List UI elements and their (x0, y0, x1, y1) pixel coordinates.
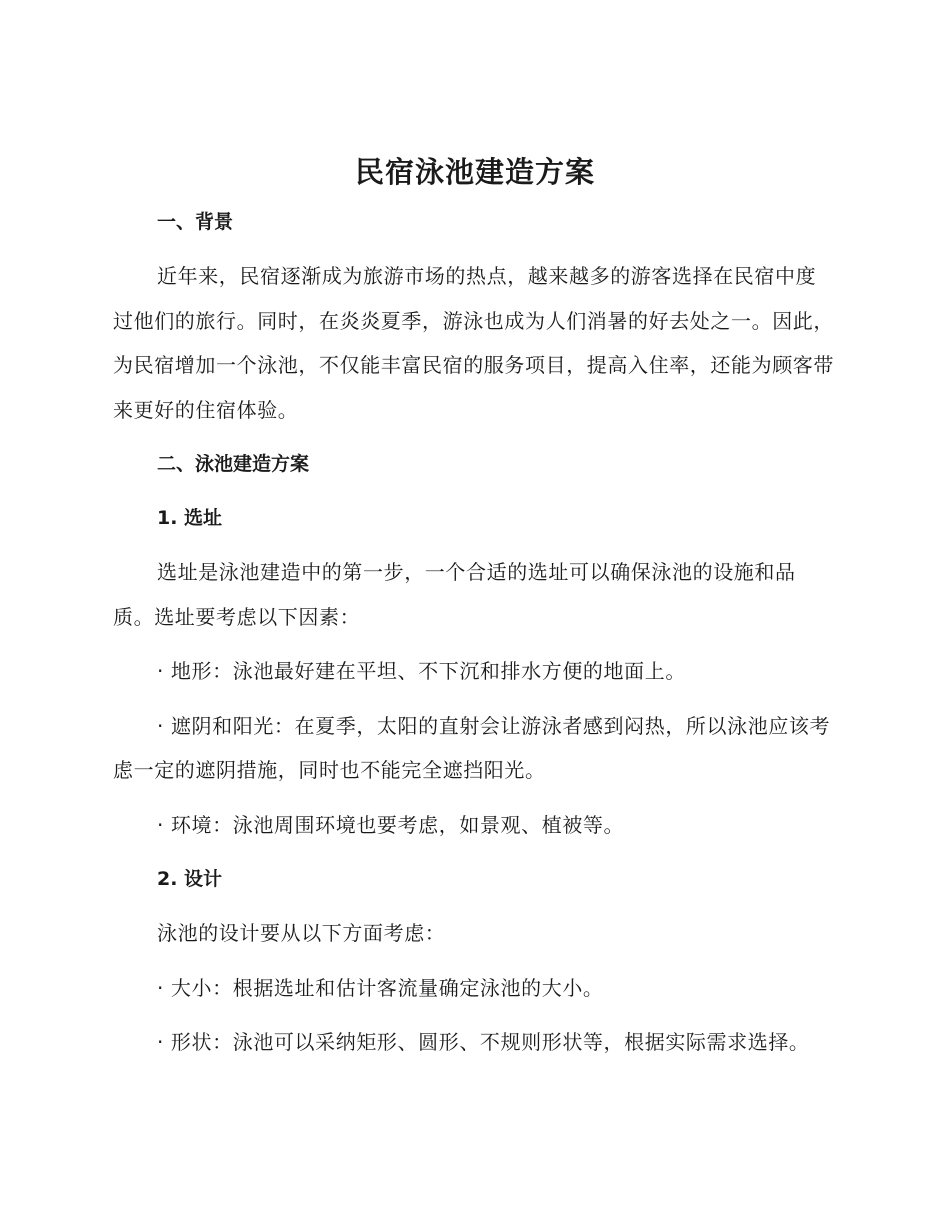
list-item-terrain: · 地形：泳池最好建在平坦、不下沉和排水方便的地面上。 (157, 659, 686, 683)
paragraph-design-intro: 泳池的设计要从以下方面考虑： (157, 921, 446, 945)
paragraph-site-intro: 选址是泳池建造中的第一步，一个合适的选址可以确保泳池的设施和品质。选址要考虑以下因素： (113, 560, 796, 629)
list-item-environment: · 环境：泳池周围环境也要考虑，如景观、植被等。 (157, 812, 625, 837)
list-item-shade: · 遮阴和阳光：在夏季，太阳的直射会让游泳者感到闷热，所以泳池应该考虑一定的遮阴措施，同时也不能完全遮挡阳光。 (113, 713, 831, 782)
list-item-shape: · 形状：泳池可以采纳矩形、圆形、不规则形状等，根据实际需求选择。 (157, 1030, 810, 1054)
subsection-heading-design: 2. 设计 (157, 868, 223, 890)
section-heading-plan: 二、泳池建造方案 (157, 453, 310, 475)
paragraph-background: 近年来，民宿逐渐成为旅游市场的热点，越来越多的游客选择在民宿中度过他们的旅行。同时，在炎炎夏季，游泳也成为人们消暑的好去处之一。因此，为民宿增加一个泳池，不仅能丰富民宿的服务项目，提高入住率，还能为顾客带来更好的住宿体验。 (113, 264, 834, 422)
document-body (113, 200, 835, 1065)
list-item-size: · 大小：根据选址和估计客流量确定泳池的大小。 (157, 975, 604, 1000)
subsection-heading-site: 1. 选址 (157, 507, 223, 529)
document-title: 民宿泳池建造方案 (354, 155, 595, 189)
section-heading-background: 一、背景 (157, 211, 234, 233)
